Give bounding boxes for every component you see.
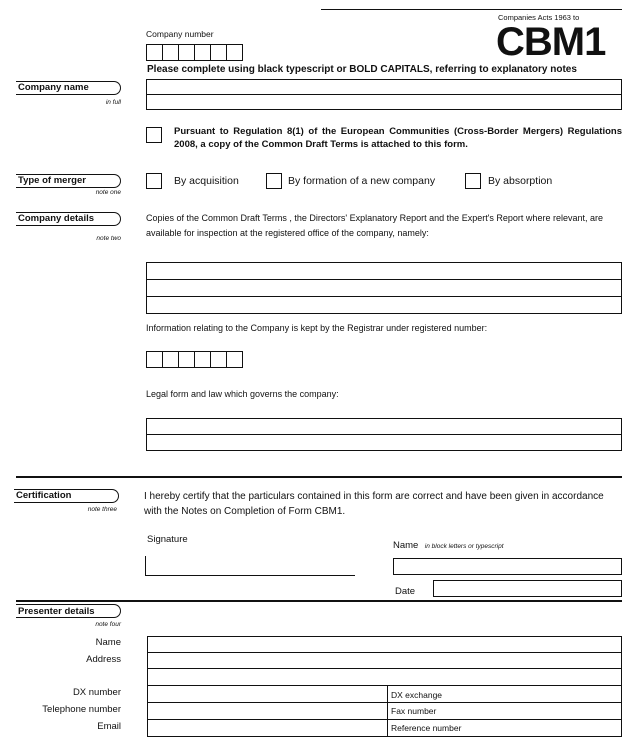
company-name-note: in full [105, 99, 121, 106]
company-details-note: note two [96, 235, 121, 242]
copies-text: Copies of the Common Draft Terms , the Directors' Explanatory Report and the Expert's Report where relevant, are available for inspection at the registered office of the company, namely: [146, 213, 603, 238]
by-acquisition-checkbox[interactable] [146, 173, 162, 189]
presenter-details-note: note four [95, 621, 121, 628]
date-field[interactable] [433, 580, 622, 597]
certification-divider [16, 476, 622, 478]
instruction-text: Please complete using black typescript or BOLD CAPITALS, referring to explanatory notes [147, 64, 577, 75]
new-company-label: By formation of a new company [288, 175, 436, 187]
company-number-cell[interactable] [162, 44, 179, 61]
signature-label: Signature [147, 534, 188, 545]
header-top-rule [321, 9, 622, 10]
certification-note: note three [87, 506, 117, 513]
presenter-address-field-1[interactable] [147, 652, 622, 669]
company-name-field-1[interactable] [146, 79, 622, 95]
registered-number-cell[interactable] [194, 351, 211, 368]
company-name-label: Company name [18, 82, 89, 93]
by-absorption-checkbox[interactable] [465, 173, 481, 189]
certification-text: I hereby certify that the particulars contained in this form are correct and have been given in accordance with the Notes on Completion of Form CBM1. [144, 491, 604, 517]
presenter-address-field-2[interactable] [147, 668, 622, 686]
by-acquisition-label: By acquisition [174, 175, 239, 187]
presenter-email-field[interactable] [147, 719, 388, 737]
regulation-statement: Pursuant to Regulation 8(1) of the European Communities (Cross-Border Mergers) Regulations 2008, a copy of the Common Draft Terms is attached to this form. [174, 126, 622, 150]
legal-form-field-1[interactable] [146, 418, 622, 435]
company-number-cell[interactable] [146, 44, 163, 61]
presenter-telephone-label: Telephone number [42, 704, 121, 715]
presenter-dx-exchange-label: DX exchange [391, 690, 443, 700]
presenter-email-label: Email [97, 721, 121, 732]
presenter-address-label: Address [86, 654, 121, 665]
company-name-field-2[interactable] [146, 94, 622, 110]
company-number-label: Company number [146, 29, 214, 39]
company-number-cell[interactable] [194, 44, 211, 61]
signature-line[interactable] [145, 575, 355, 576]
registered-number-cell[interactable] [162, 351, 179, 368]
new-company-checkbox[interactable] [266, 173, 282, 189]
by-absorption-label: By absorption [488, 175, 553, 187]
presenter-telephone-field[interactable] [147, 702, 388, 720]
type-of-merger-label: Type of merger [18, 175, 86, 186]
registrar-text: Information relating to the Company is kept by the Registrar under registered number: [146, 323, 488, 333]
cert-name-label: Name [393, 540, 419, 551]
signature-left-edge [145, 556, 146, 576]
acts-text: Companies Acts 1963 to [498, 13, 580, 22]
company-number-cell[interactable] [226, 44, 243, 61]
certification-label: Certification [16, 490, 72, 501]
registered-office-field-3[interactable] [146, 296, 622, 314]
legal-form-field-2[interactable] [146, 434, 622, 451]
presenter-name-label: Name [95, 637, 121, 648]
registered-office-field-1[interactable] [146, 262, 622, 280]
presenter-dx-number-label: DX number [72, 687, 121, 698]
presenter-divider [16, 600, 622, 602]
presenter-details-label: Presenter details [18, 606, 95, 617]
registered-number-cell[interactable] [226, 351, 243, 368]
cert-name-hint: in block letters or typescript [424, 543, 504, 550]
cert-name-field[interactable] [393, 558, 622, 575]
presenter-dx-number-field[interactable] [147, 685, 388, 703]
legal-form-text: Legal form and law which governs the company: [146, 389, 339, 399]
type-of-merger-note: note one [95, 189, 121, 196]
company-number-cell[interactable] [178, 44, 195, 61]
form-code-title: CBM1 [496, 20, 606, 64]
registered-office-field-2[interactable] [146, 279, 622, 297]
date-label: Date [395, 586, 416, 597]
regulation-checkbox[interactable] [146, 127, 162, 143]
name-label [393, 535, 504, 553]
presenter-name-field[interactable] [147, 636, 622, 653]
registered-number-cell[interactable] [210, 351, 227, 368]
registered-number-cell[interactable] [178, 351, 195, 368]
presenter-reference-label: Reference number [391, 723, 462, 733]
company-number-cell[interactable] [210, 44, 227, 61]
company-details-label: Company details [18, 213, 95, 224]
presenter-fax-label: Fax number [391, 706, 437, 716]
registered-number-cell[interactable] [146, 351, 163, 368]
